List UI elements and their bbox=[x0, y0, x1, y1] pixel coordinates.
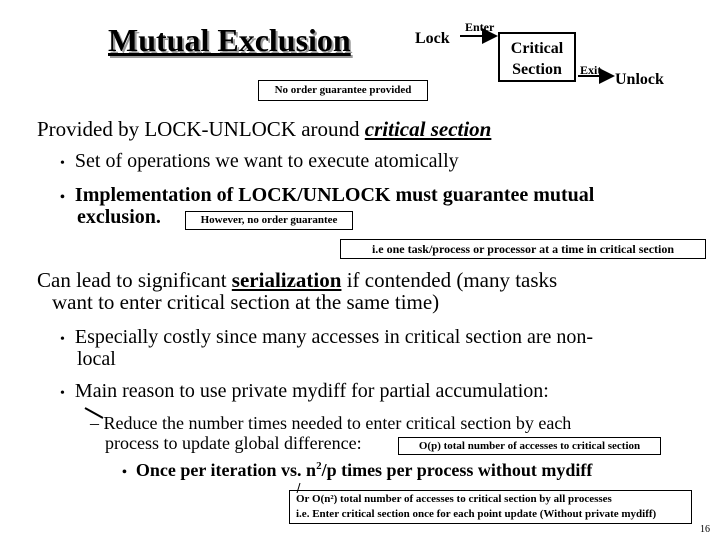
bullet-dot: • bbox=[60, 332, 65, 347]
sub-bullet-2 bbox=[122, 460, 592, 481]
p2-serialization: serialization bbox=[231, 268, 342, 292]
dash-marker: – bbox=[90, 413, 99, 433]
bullet-1 bbox=[60, 150, 459, 175]
bottom-note-line1: Or O(n²) total number of accesses to critical section by all processes bbox=[296, 493, 612, 505]
p1-prefix: Provided by LOCK-UNLOCK around bbox=[37, 117, 365, 141]
critical-section-box bbox=[498, 32, 576, 82]
op-accesses-note: O(p) total number of accesses to critical section bbox=[398, 437, 661, 455]
sub-bullet-1-line1: Reduce the number times needed to enter critical section by each bbox=[103, 413, 572, 433]
no-order-guarantee-note: However, no order guarantee bbox=[185, 211, 353, 230]
bullet-4-text: Main reason to use private mydiff for partial accumulation: bbox=[74, 380, 549, 402]
paragraph-provided-by bbox=[37, 117, 491, 142]
p1-critical-section: critical section bbox=[364, 117, 492, 141]
page-number: 16 bbox=[700, 524, 710, 535]
sub-bullet-2-suffix: /p times per process without mydiff bbox=[321, 460, 593, 480]
one-task-note: i.e one task/process or processor at a time in critical section bbox=[340, 239, 706, 259]
enter-label: Enter bbox=[465, 20, 495, 34]
bullet-3-line2: local bbox=[77, 348, 116, 370]
bullet-3 bbox=[60, 326, 593, 351]
p2-line2: want to enter critical section at the same time) bbox=[52, 290, 440, 314]
bottom-note-line2: i.e. Enter critical section once for each point update (Without private mydiff) bbox=[296, 508, 657, 520]
section-label: Section bbox=[512, 61, 562, 78]
bullet-dot: • bbox=[60, 190, 65, 205]
bullet-dot: • bbox=[60, 156, 65, 171]
lock-label: Lock bbox=[415, 30, 450, 47]
bullet-2-line2: exclusion. bbox=[77, 206, 161, 228]
no-order-note: No order guarantee provided bbox=[258, 80, 428, 101]
exit-label: Exit bbox=[580, 63, 602, 77]
p2-prefix: Can lead to significant bbox=[37, 268, 232, 292]
unlock-label: Unlock bbox=[615, 71, 664, 88]
bullet-2-line1: Implementation of LOCK/UNLOCK must guarantee mutual bbox=[74, 184, 595, 206]
sub-bullet-1 bbox=[90, 413, 571, 434]
sub-bullet-1-line2: process to update global difference: bbox=[105, 433, 362, 453]
sub-bullet-2-prefix: Once per iteration vs. n bbox=[135, 460, 317, 480]
bottom-note bbox=[289, 490, 692, 524]
slide-title: Mutual Exclusion bbox=[108, 22, 351, 58]
bullet-4 bbox=[60, 380, 549, 405]
critical-label: Critical bbox=[510, 40, 564, 57]
sub-bullet-2-sup: 2 bbox=[316, 460, 322, 472]
bullet-dot: • bbox=[60, 386, 65, 401]
bullet-3-line1: Especially costly since many accesses in critical section are non- bbox=[74, 326, 594, 348]
bullet-dot: • bbox=[122, 465, 127, 480]
p2-suffix: if contended (many tasks bbox=[341, 268, 558, 292]
bullet-1-text: Set of operations we want to execute atomically bbox=[74, 150, 459, 172]
